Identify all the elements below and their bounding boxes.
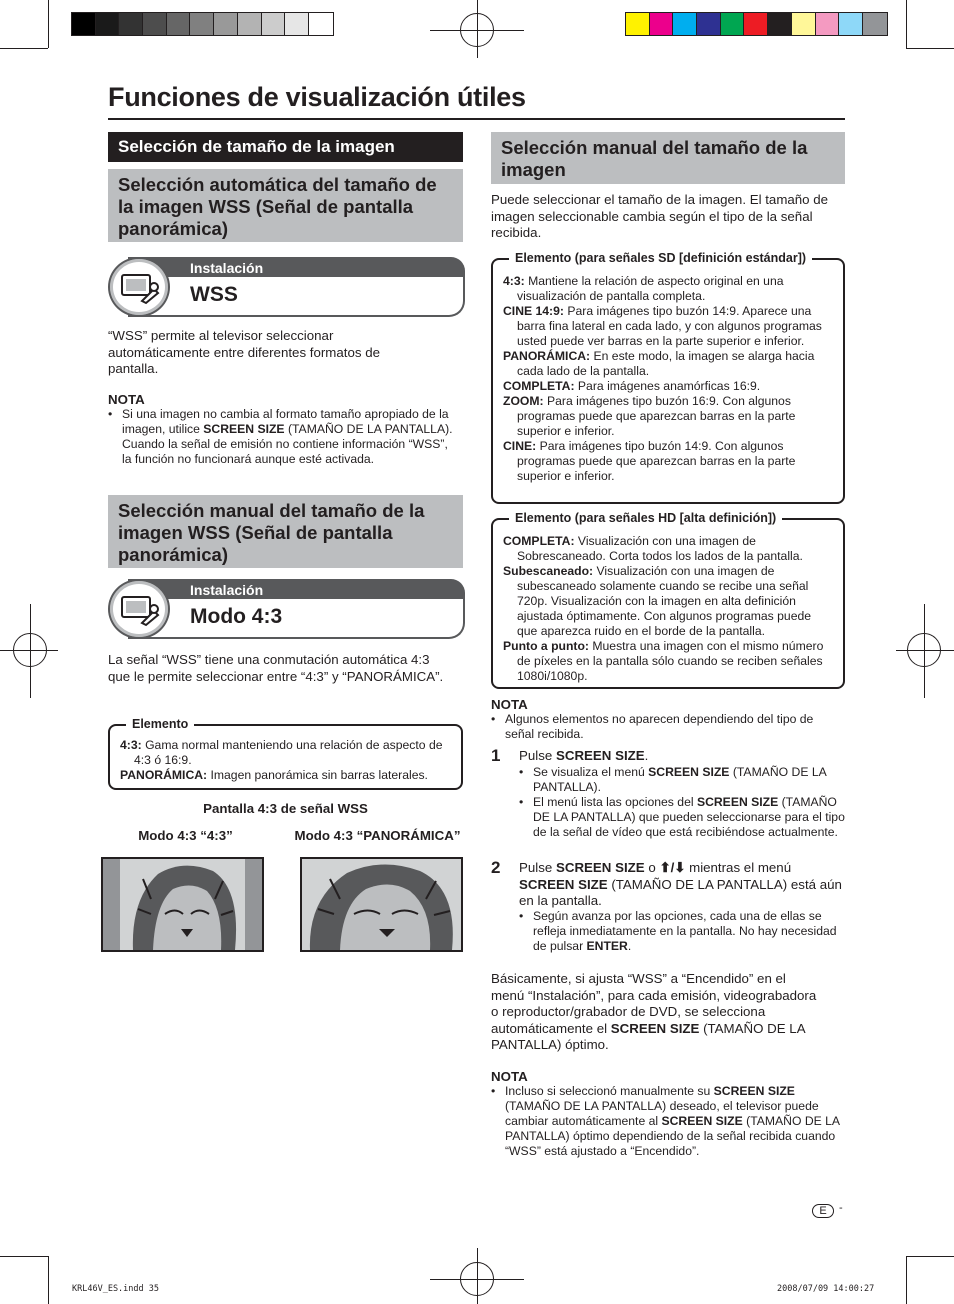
grayscale-swatch bbox=[214, 13, 238, 35]
definition-item: Subescaneado: Visualización con una imagen de subescaneado solamente cuando se recibe una señal 720p. Visualización con la imagen en alta definición ajustada óptimamente. Con algunos programas puede que aparezca ruido en el borde de la pantalla. bbox=[503, 564, 812, 638]
grayscale-swatch bbox=[262, 13, 286, 35]
wss-auto-header: Selección automática del tamaño de la imagen WSS (Señal de pantalla panorámica) bbox=[108, 169, 463, 242]
definition-item: PANORÁMICA: En este modo, la imagen se alarga hacia cada lado de la pantalla. bbox=[503, 349, 815, 378]
sd-box-label: Elemento (para señales SD [definición estándar]) bbox=[509, 250, 812, 266]
nota-2 bbox=[491, 697, 845, 742]
grayscale-swatch bbox=[96, 13, 120, 35]
elemento-box-label: Elemento bbox=[126, 716, 194, 732]
sd-elements-box bbox=[491, 251, 845, 504]
title-rule bbox=[108, 118, 845, 120]
step-2-bullets: • Según avanza por las opciones, cada una de ellas se refleja inmediatamente en la pantalla. No hay necesidad de pulsar ENTER. bbox=[519, 909, 845, 954]
grayscale-swatch bbox=[309, 13, 333, 35]
definition-item: PANORÁMICA: Imagen panorámica sin barras laterales. bbox=[120, 768, 428, 782]
tv-wrench-icon bbox=[108, 579, 170, 639]
process-color-swatch bbox=[744, 13, 768, 35]
process-color-swatch bbox=[816, 13, 840, 35]
lion-image-panoramica-mode bbox=[300, 857, 463, 952]
process-color-swatch bbox=[626, 13, 650, 35]
basic-explanation: Básicamente, si ajusta “WSS” a “Encendido” en el menú “Instalación”, para cada emisión, videograbadora o reproductor/grabador de DVD, se selecciona automáticamente el SCREEN SIZE (TAMAÑO DE LA PANTALLA) óptimo. bbox=[491, 971, 817, 1053]
nota-1: NOTA • Si una imagen no cambia al formato tamaño apropiado de la imagen, utilice SCREEN SIZE (TAMAÑO DE LA PANTALLA). Cuando la señal de emisión no contiene información “WSS”, la función no funcionará aunque esté activada. bbox=[108, 392, 456, 467]
wss-manual-header: Selección manual del tamaño de la imagen WSS (Señal de pantalla panorámica) bbox=[108, 495, 463, 568]
up-down-arrow-icon: ⬆/⬇ bbox=[659, 860, 686, 875]
process-color-swatch bbox=[650, 13, 674, 35]
step-2-number: 2 bbox=[491, 858, 501, 877]
definition-item: COMPLETA: Para imágenes anamórficas 16:9. bbox=[503, 379, 761, 393]
hd-box-label: Elemento (para señales HD [alta definición]) bbox=[509, 510, 782, 526]
installation-modo43-menu-path bbox=[108, 579, 465, 639]
installation-label: Instalación bbox=[128, 579, 465, 601]
hd-elements-box bbox=[491, 511, 845, 689]
process-color-swatch bbox=[721, 13, 745, 35]
page-title: Funciones de visualización útiles bbox=[108, 82, 526, 112]
nota-heading: NOTA bbox=[491, 697, 528, 712]
step-1-bullets: • Se visualiza el menú SCREEN SIZE (TAMAÑO DE LA PANTALLA). • El menú lista las opciones del SCREEN SIZE (TAMAÑO DE LA PANTALLA) que pueden seleccionarse para el tipo de la señal de vídeo que está recibiéndose actualmente. bbox=[519, 765, 845, 840]
definition-item: CINE 14:9: Para imágenes tipo buzón 14:9. Aparece una barra fina lateral en cada lado, y con algunos programas usted puede ver barras en la parte superior e inferior. bbox=[503, 304, 822, 348]
step-2-text: Pulse SCREEN SIZE o ⬆/⬇ mientras el menú SCREEN SIZE (TAMAÑO DE LA PANTALLA) está aún en la pantalla. bbox=[519, 860, 842, 909]
page-language-marker: E bbox=[812, 1204, 834, 1218]
definition-item: ZOOM: Para imágenes tipo buzón 16:9. Con algunos programas puede que aparezcan barras en la parte superior e inferior. bbox=[503, 394, 796, 438]
step-1-number: 1 bbox=[491, 746, 501, 765]
installation-wss-menu-path bbox=[108, 257, 465, 317]
definition-item: 4:3: Mantiene la relación de aspecto original en una visualización de pantalla completa. bbox=[503, 274, 784, 303]
grayscale-swatch bbox=[72, 13, 96, 35]
section-header-image-size: Selección de tamaño de la imagen bbox=[108, 132, 463, 162]
process-color-swatch bbox=[839, 13, 863, 35]
grayscale-swatch bbox=[285, 13, 309, 35]
lion-image-43-mode bbox=[101, 857, 264, 952]
wss-description: “WSS” permite al televisor seleccionar automáticamente entre diferentes formatos de pantalla. bbox=[108, 328, 380, 377]
nota-2-text: • Algunos elementos no aparecen dependiendo del tipo de señal recibida. bbox=[491, 712, 845, 742]
grayscale-calibration-bar bbox=[71, 12, 334, 36]
nota-heading: NOTA bbox=[491, 1069, 528, 1084]
grayscale-swatch bbox=[119, 13, 143, 35]
nota-heading: NOTA bbox=[108, 392, 145, 407]
nota-3: NOTA • Incluso si seleccionó manualmente su SCREEN SIZE (TAMAÑO DE LA PANTALLA) deseado, el televisor puede cambiar automáticamente al SCREEN SIZE (TAMAÑO DE LA PANTALLA) óptimo dependiendo de la señal recibida cuando “WSS” está ajustado a “Encendido”. bbox=[491, 1069, 845, 1159]
process-color-swatch bbox=[768, 13, 792, 35]
step-1-text: Pulse SCREEN SIZE. bbox=[519, 748, 649, 763]
process-color-calibration-bar bbox=[625, 12, 888, 36]
process-color-swatch bbox=[673, 13, 697, 35]
grayscale-swatch bbox=[167, 13, 191, 35]
grayscale-swatch bbox=[238, 13, 262, 35]
menu-item-modo-43: Modo 4:3 bbox=[190, 605, 283, 628]
definition-item: Punto a punto: Muestra una imagen con el mismo número de píxeles en la pantalla sólo cuando se reciben señales 1080i/1080p. bbox=[503, 639, 824, 683]
grayscale-swatch bbox=[190, 13, 214, 35]
definition-item: CINE: Para imágenes tipo buzón 14:9. Con algunos programas puede que aparezcan barras en la parte superior e inferior. bbox=[503, 439, 796, 483]
installation-label: Instalación bbox=[128, 257, 465, 279]
manual-size-intro: Puede seleccionar el tamaño de la imagen. El tamaño de imagen seleccionable cambia según el tipo de la señal recibida. bbox=[491, 192, 829, 241]
footer-date: 2008/07/09 14:00:27 bbox=[777, 1284, 875, 1294]
process-color-swatch bbox=[792, 13, 816, 35]
page-dash: - bbox=[839, 1202, 843, 1214]
menu-item-wss: WSS bbox=[190, 283, 238, 306]
figure-label-43: Modo 4:3 “4:3” bbox=[138, 828, 233, 843]
modo-43-description: La señal “WSS” tiene una conmutación automática 4:3 que le permite seleccionar entre “4:3” y “PANORÁMICA”. bbox=[108, 652, 444, 684]
elemento-box bbox=[108, 717, 463, 790]
process-color-swatch bbox=[697, 13, 721, 35]
figure-caption: Pantalla 4:3 de señal WSS bbox=[203, 801, 368, 816]
definition-item: COMPLETA: Visualización con una imagen de Sobrescaneado. Corta todos los lados de la pantalla. bbox=[503, 534, 803, 563]
figure-label-panoramica: Modo 4:3 “PANORÁMICA” bbox=[294, 828, 461, 843]
footer-filename: KRL46V_ES.indd 35 bbox=[72, 1284, 159, 1294]
tv-wrench-icon bbox=[108, 257, 170, 317]
grayscale-swatch bbox=[143, 13, 167, 35]
manual-size-header: Selección manual del tamaño de la imagen bbox=[491, 132, 845, 184]
definition-item: 4:3: Gama normal manteniendo una relación de aspecto de 4:3 ó 16:9. bbox=[120, 738, 443, 767]
process-color-swatch bbox=[863, 13, 887, 35]
